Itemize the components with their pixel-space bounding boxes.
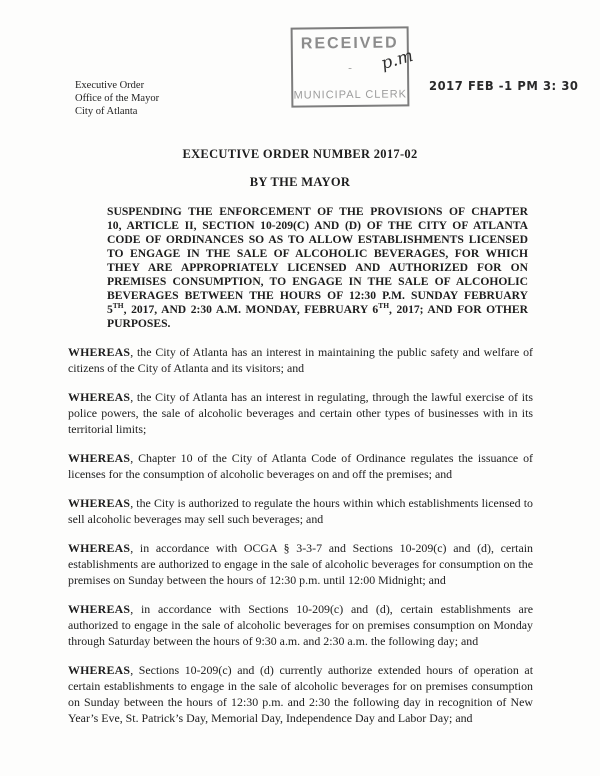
letterhead-line-2: Office of the Mayor: [75, 93, 160, 104]
whereas-paragraph: [68, 389, 533, 437]
received-stamp-label: RECEIVED: [300, 34, 399, 53]
whereas-lead: WHEREAS: [68, 663, 131, 677]
whereas-text: , the City is authorized to regulate the hours within which establishments licensed to sell alcoholic beverages may sell such beverages; and: [68, 496, 533, 526]
whereas-text: , the City of Atlanta has an interest in regulating, through the lawful exercise of its police powers, the sale of alcoholic beverages and certain other types of businesses with in its territorial limits;: [68, 390, 533, 436]
document-header: [0, 0, 600, 141]
stamp-dash: -: [348, 61, 352, 75]
whereas-text: , in accordance with Sections 10-209(c) and (d), certain establishments are authorized to engage in the sale of alcoholic beverages for on premises consumption on Monday through Saturday between the hours of 9:30 a.m. and 2:30 a.m. the following day; and: [68, 602, 533, 648]
letterhead-line-1: Executive Order: [75, 80, 145, 91]
whereas-paragraph: [68, 495, 533, 527]
summary-text: SUSPENDING THE ENFORCEMENT OF THE PROVISIONS OF CHAPTER 10, ARTICLE II, SECTION 10-209(C) AND (D) OF THE CITY OF ATLANTA CODE OF ORDINANCES SO AS TO ALLOW ESTABLISHMENTS LICENSED TO ENGAGE IN THE SALE OF ALCOHOLIC BEVERAGES, FOR WHICH THEY ARE APPROPRIATELY LICENSED AND AUTHORIZED FOR ON PREMISES CONSUMPTION, TO ENGAGE IN THE SALE OF ALCOHOLIC BEVERAGES BETWEEN THE HOURS OF 12:30 P.M. SUNDAY FEBRUARY 5: [107, 205, 528, 316]
summary-superscript: TH: [112, 301, 124, 311]
whereas-lead: WHEREAS: [68, 451, 131, 465]
by-the-mayor-subtitle: BY THE MAYOR: [249, 175, 351, 189]
summary-superscript: TH: [378, 301, 390, 311]
whereas-paragraph: [68, 540, 533, 588]
summary-text: , 2017, AND 2:30 A.M. MONDAY, FEBRUARY 6: [123, 303, 379, 316]
whereas-paragraph: [68, 450, 533, 482]
letterhead-line-3: City of Atlanta: [75, 106, 138, 117]
whereas-paragraph: [68, 662, 533, 726]
order-summary: [107, 205, 528, 331]
whereas-lead: WHEREAS: [68, 541, 131, 555]
whereas-lead: WHEREAS: [68, 602, 131, 616]
executive-order-title: EXECUTIVE ORDER NUMBER 2017-02: [182, 147, 418, 161]
whereas-lead: WHEREAS: [68, 390, 131, 404]
letterhead: [75, 79, 159, 118]
municipal-clerk-label: MUNICIPAL CLERK: [293, 88, 408, 102]
summary-text: , 2017; AND FOR OTHER PURPOSES.: [107, 303, 528, 330]
whereas-text: , the City of Atlanta has an interest in maintaining the public safety and welfare of citizens of the City of Atlanta and its visitors; and: [68, 345, 533, 375]
whereas-paragraph: [68, 601, 533, 649]
whereas-lead: WHEREAS: [68, 496, 131, 510]
whereas-lead: WHEREAS: [68, 345, 131, 359]
whereas-text: , Sections 10-209(c) and (d) currently authorize extended hours of operation at certain establishments to engage in the sale of alcoholic beverages for on premises consumption on Sunday between the hours of 12:30 p.m. and 2:30 the following day in recognition of New Year’s Eve, St. Patrick’s Day, Memorial Day, Independence Day and Labor Day; and: [68, 663, 533, 725]
date-time-stamp: 2017 FEB -1 PM 3: 30: [429, 79, 579, 93]
handwritten-note: p.m: [378, 45, 416, 75]
whereas-text: , in accordance with OCGA § 3-3-7 and Sections 10-209(c) and (d), certain establishments are authorized to engage in the sale of alcoholic beverages for consumption on the premises on Sunday between the hours of 12:30 p.m. until 12:00 Midnight; and: [68, 541, 533, 587]
whereas-paragraph: [68, 344, 533, 376]
whereas-text: , Chapter 10 of the City of Atlanta Code of Ordinance regulates the issuance of licenses for the consumption of alcoholic beverages on and off the premises; and: [68, 451, 533, 481]
document-body: [68, 344, 533, 726]
